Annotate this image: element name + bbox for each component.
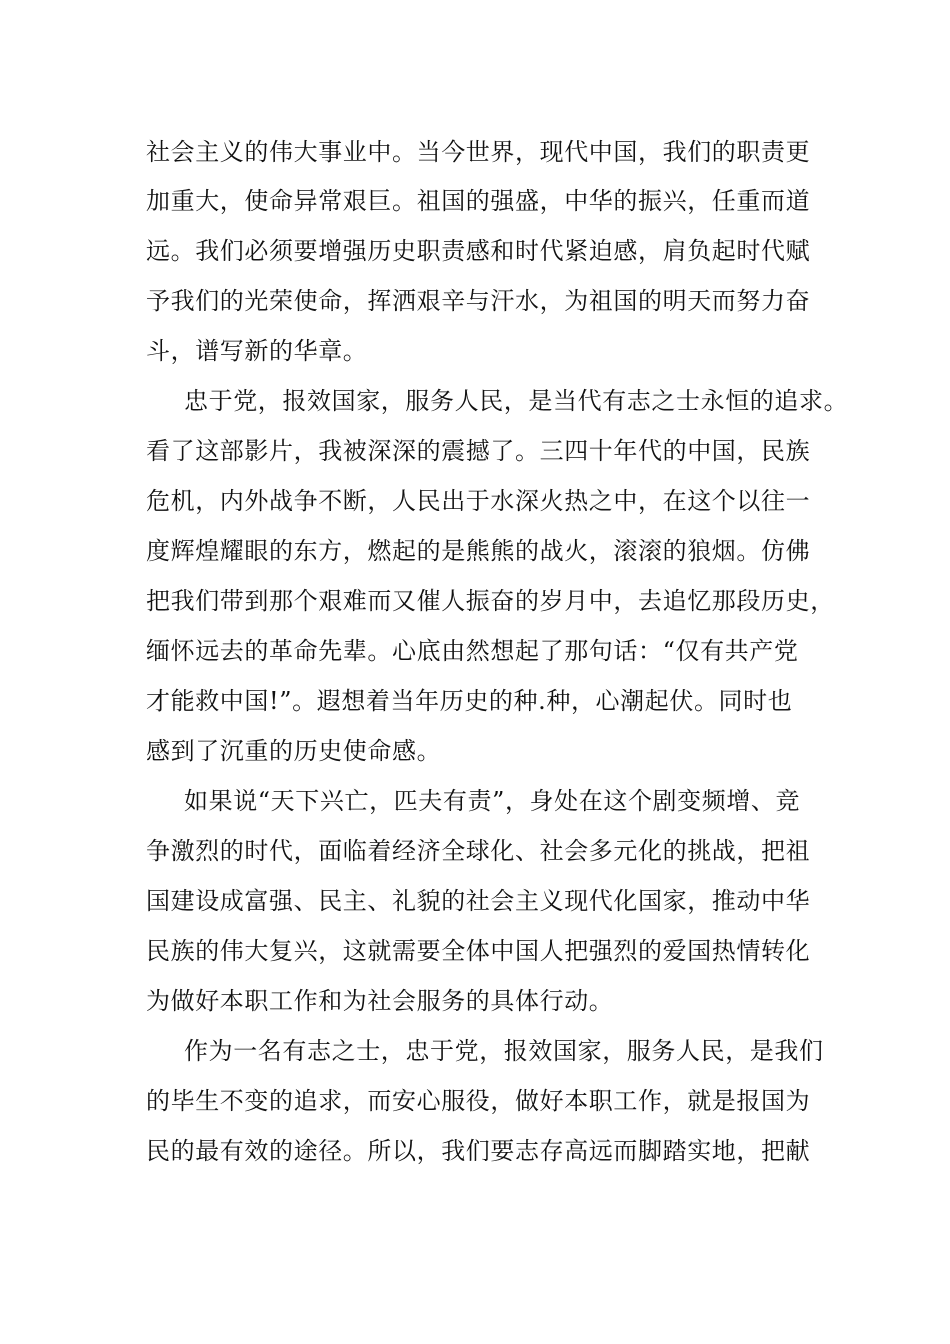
- text-line: 予我们的光荣使命，挥洒艰辛与汗水，为祖国的明天而努力奋: [146, 287, 811, 315]
- text-line: 才能救中国!”。遐想着当年历史的种.种，心潮起伏。同时也: [146, 687, 793, 715]
- paragraph-start-line: 忠于党，报效国家，服务人民，是当代有志之士永恒的追求。: [184, 387, 849, 415]
- text-line: 国建设成富强、民主、礼貌的社会主义现代化国家，推动中华: [146, 887, 811, 915]
- text-line: 看了这部影片，我被深深的震撼了。三四十年代的中国，民族: [146, 437, 811, 465]
- text-line: 把我们带到那个艰难而又催人振奋的岁月中，去追忆那段历史，: [146, 587, 835, 615]
- text-line: 缅怀远去的革命先辈。心底由然想起了那句话：“仅有共产党: [146, 637, 799, 665]
- text-line: 感到了沉重的历史使命感。: [146, 737, 442, 765]
- text-line: 民的最有效的途径。所以，我们要志存高远而脚踏实地，把献: [146, 1137, 811, 1165]
- text-line: 民族的伟大复兴，这就需要全体中国人把强烈的爱国热情转化: [146, 937, 811, 965]
- text-line: 为做好本职工作和为社会服务的具体行动。: [146, 987, 614, 1015]
- text-line: 社会主义的伟大事业中。当今世界，现代中国，我们的职责更: [146, 138, 811, 166]
- paragraph-start-line: 作为一名有志之士，忠于党，报效国家，服务人民，是我们: [184, 1037, 824, 1065]
- text-line: 远。我们必须要增强历史职责感和时代紧迫感，肩负起时代赋: [146, 237, 811, 265]
- text-line: 加重大，使命异常艰巨。祖国的强盛，中华的振兴，任重而道: [146, 187, 811, 215]
- text-line: 的毕生不变的追求，而安心服役，做好本职工作，就是报国为: [146, 1087, 811, 1115]
- text-line: 危机，内外战争不断，人民出于水深火热之中，在这个以往一: [146, 487, 811, 515]
- text-line: 争激烈的时代，面临着经济全球化、社会多元化的挑战，把祖: [146, 837, 811, 865]
- paragraph-start-line: 如果说“天下兴亡，匹夫有责”，身处在这个剧变频增、竞: [184, 787, 801, 815]
- text-line: 斗，谱写新的华章。: [146, 337, 368, 365]
- text-line: 度辉煌耀眼的东方，燃起的是熊熊的战火，滚滚的狼烟。仿佛: [146, 537, 811, 565]
